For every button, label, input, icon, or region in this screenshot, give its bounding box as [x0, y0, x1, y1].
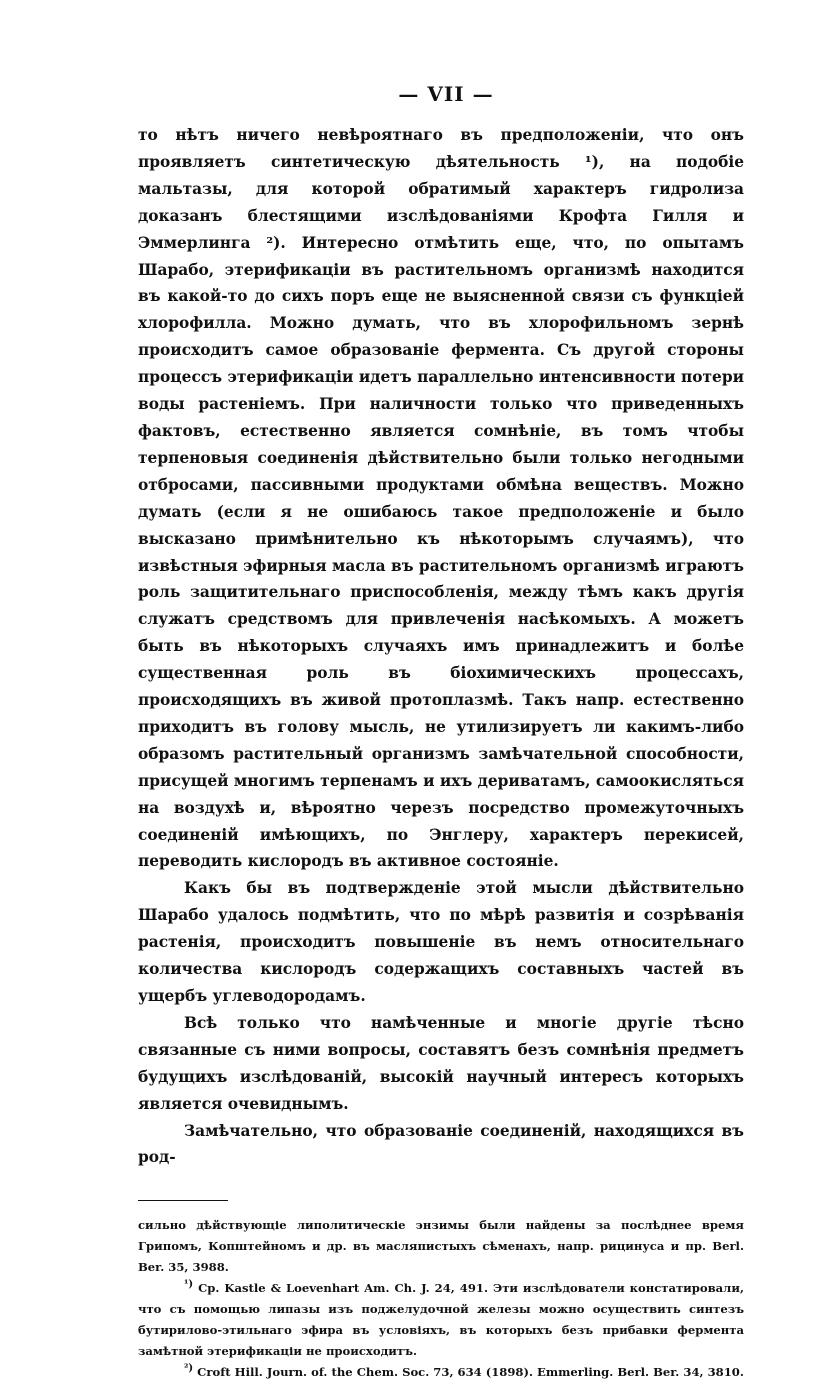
footnote-2-marker: ²) — [184, 1363, 194, 1375]
main-text — [138, 122, 744, 1171]
paragraph-2: Какъ бы въ подтвержденіе этой мысли дѣйствительно Шарабо удалось подмѣтить, что по мѣрѣ развитія и созрѣванія растенія, происходитъ повышеніе въ немъ относительнаго количества кислородъ содержащихъ составныхъ частей въ ущербъ углеводородамъ. — [138, 879, 744, 1005]
footnote-continuation: сильно дѣйствующіе липолитическіе энзимы были найдены за послѣднее время Грипомъ, Копштейномъ и др. въ масляпистыхъ сѣменахъ, напр. рицинуса и пр. Berl. Ber. 35, 3988. — [138, 1218, 744, 1275]
paragraph-4: Замѣчательно, что образованіе соединеній, находящихся въ род- — [138, 1121, 744, 1167]
footnote-1-text: Cp. Kastle & Loevenhart Am. Ch. J. 24, 491. Эти изслѣдователи констатировали, что съ помощью липазы изъ поджелудочной железы можно осуществить синтезъ бутирилово-этильнаго эфира въ условіяхъ, въ которыхъ безъ прибавки фермента замѣтной этерификаціи не происходитъ. — [138, 1281, 744, 1359]
footnote-1-marker: ¹) — [184, 1279, 194, 1291]
paragraph-1: то нѣтъ ничего невѣроятнаго въ предположеніи, что онъ проявляетъ синтетическую дѣятельность ¹), на подобіе мальтазы, для которой обратимый характеръ гидролиза доказанъ блестящими изслѣдованіями Крофта Гилля и Эммерлинга ²). Интересно отмѣтить еще, что, по опытамъ Шарабо, этерификаціи въ растительномъ организмѣ находится въ какой-то до сихъ поръ еще не выясненной связи съ функціей хлорофилла. Можно думать, что въ хлорофильномъ зернѣ происходитъ самое образованіе фермента. Съ другой стороны процессъ этерификаціи идетъ параллельно интенсивности потери воды растеніемъ. При наличности только что приведенныхъ фактовъ, естественно является сомнѣніе, въ томъ чтобы терпеновыя соединенія дѣйствительно были только негодными отбросами, пассивными продуктами обмѣна веществъ. Можно думать (если я не ошибаюсь такое предположеніе и было высказано примѣнительно къ нѣкоторымъ случаямъ), что извѣстныя эфирныя масла въ растительномъ организмѣ играютъ роль защитительнаго приспособленія, между тѣмъ какъ другія служатъ средствомъ для привлеченія насѣкомыхъ. А можетъ быть въ нѣкоторыхъ случаяхъ имъ принадлежитъ и болѣе существенная роль въ біохимическихъ процессахъ, происходящихъ въ живой протоплазмѣ. Такъ напр. естественно приходитъ въ голову мысль, не утилизируетъ ли какимъ-либо образомъ растительный организмъ замѣчательной способности, присущей многимъ терпенамъ и ихъ дериватамъ, самоокисляться на воздухѣ и, вѣроятно черезъ посредство промежуточныхъ соединеній имѣющихъ, по Энглеру, характеръ перекисей, переводить кислородъ въ активное состояніе. — [138, 126, 744, 871]
book-page — [138, 82, 744, 1383]
page-number: — VII — — [398, 82, 494, 106]
footnote-2-text: Croft Hill. Journ. of. the Chem. Soc. 73, 634 (1898). Emmerling. Berl. Ber. 34, 3810. — [197, 1365, 744, 1380]
paragraph-3: Всѣ только что намѣченные и многіе другіе тѣсно связанные съ ними вопросы, составятъ безъ сомнѣнія предметъ будущихъ изслѣдованій, высокій научный интересъ которыхъ является очевиднымъ. — [138, 1013, 744, 1113]
footnotes — [138, 1215, 744, 1383]
footnote-2 — [138, 1362, 744, 1383]
footnote-divider — [138, 1200, 228, 1201]
footnote-1 — [138, 1278, 744, 1362]
